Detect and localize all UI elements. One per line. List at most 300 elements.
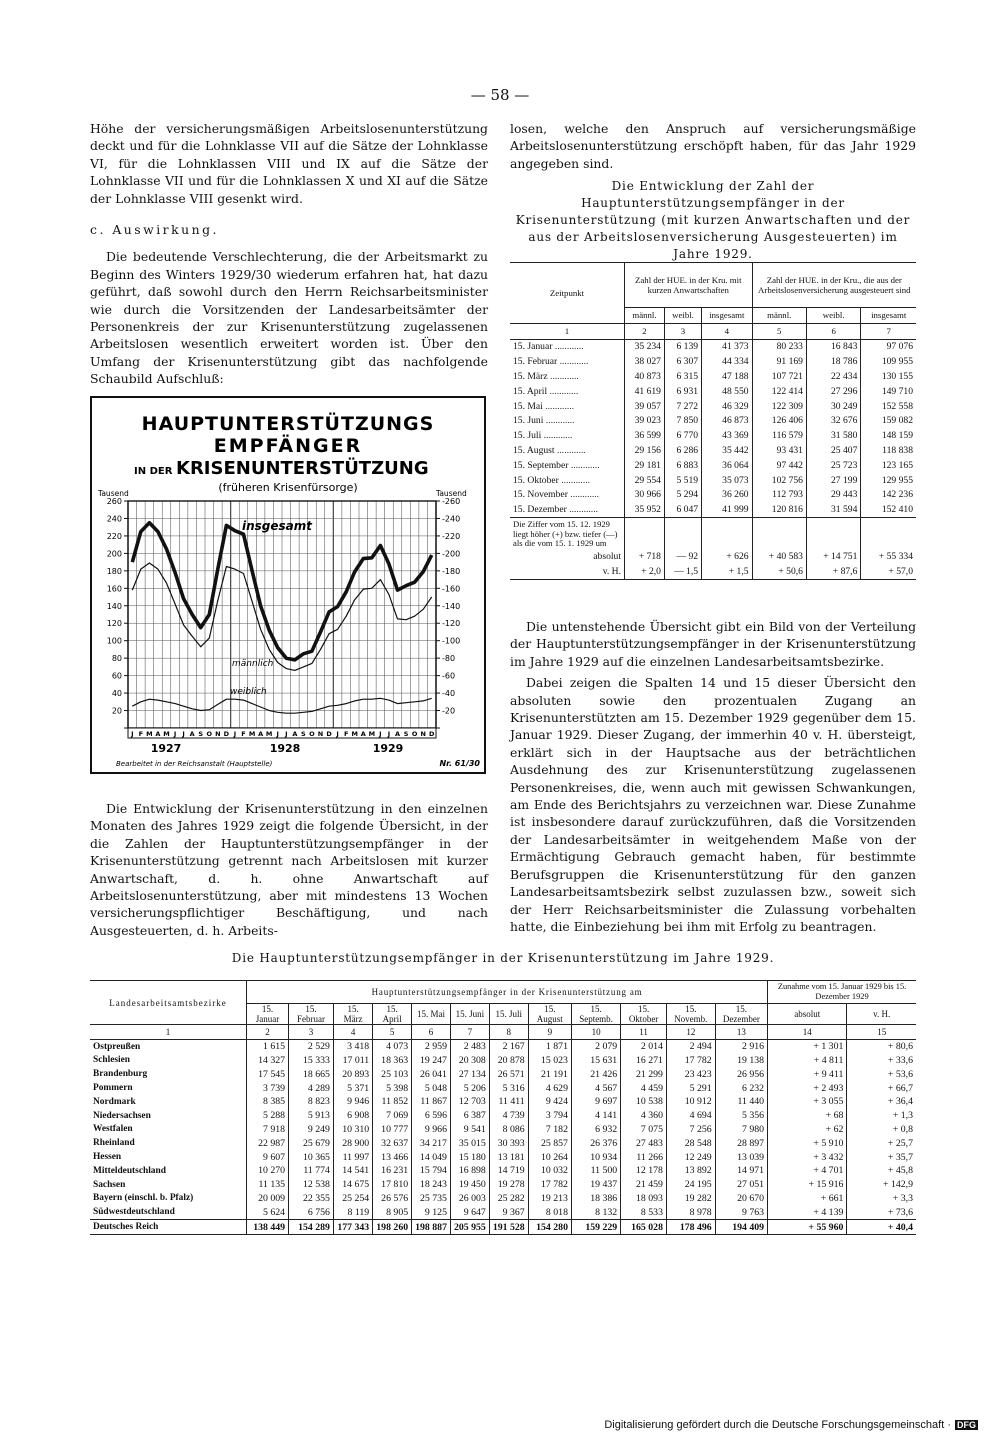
table-cell: + 35,7	[847, 1150, 916, 1164]
y-tick-label-left: 60	[111, 671, 122, 681]
table-row	[90, 1067, 916, 1081]
table-cell: 35 442	[702, 443, 753, 458]
table-cell: + 66,7	[847, 1081, 916, 1095]
table-cell: 10 032	[528, 1164, 571, 1178]
table1-abs-cell: + 718	[625, 549, 665, 564]
table-cell: 5 398	[373, 1081, 412, 1095]
table1-abs-cell: — 92	[664, 549, 701, 564]
table-cell: 152 410	[861, 502, 916, 517]
table1-pct-cell: + 57,0	[861, 564, 916, 579]
table-cell: 4 629	[528, 1081, 571, 1095]
month-label: D	[326, 730, 332, 738]
left-column-bottom	[90, 800, 488, 943]
row-label-text: 15. Oktober	[513, 474, 559, 486]
table-cell: 17 810	[373, 1178, 412, 1192]
y-tick-label-right: -140	[442, 601, 461, 611]
table-cell: 26 571	[489, 1067, 528, 1081]
y-tick-label-left: 260	[106, 497, 122, 506]
table-cell: 16 843	[806, 339, 860, 354]
chart-box	[90, 396, 486, 774]
y-tick-label-left: 80	[111, 654, 122, 664]
table-cell: + 15 916	[768, 1178, 847, 1192]
table2-col-number: 13	[715, 1025, 767, 1040]
table-cell: + 36,4	[847, 1095, 916, 1109]
month-label: A	[360, 730, 366, 738]
table-cell: 21 299	[621, 1067, 667, 1081]
month-label: O	[206, 730, 213, 738]
page-number: — 58 —	[470, 86, 530, 104]
left-column-top	[90, 120, 488, 392]
table-cell: 6 931	[664, 384, 701, 399]
table-cell: + 0,8	[847, 1123, 916, 1137]
table-cell: 10 310	[333, 1123, 372, 1137]
table-cell: 21 459	[621, 1178, 667, 1192]
table-cell: 29 443	[806, 488, 860, 503]
footer-text: Digitalisierung gefördert durch die Deutsche Forschungsgemeinschaft ·	[604, 1419, 951, 1431]
table2-col-number: 1	[165, 1026, 171, 1037]
table1-col-number: 1	[564, 326, 570, 337]
month-label: F	[343, 730, 349, 738]
chart-title-3-big: KRISENUNTERSTÜTZUNG	[176, 458, 429, 479]
table-cell: 17 545	[247, 1067, 289, 1081]
table1-sub-header: weibl.	[806, 308, 860, 324]
table1-note: Die Ziffer vom 15. 12. 1929 liegt höher (+) bzw. tiefer (—) als die vom 15. 1. 1929 um	[513, 519, 618, 549]
table-cell: 5 913	[289, 1109, 334, 1123]
table2-col-number: 9	[528, 1025, 571, 1040]
table-cell: + 68	[768, 1109, 847, 1123]
month-label: M	[265, 730, 273, 738]
total-cell: 154 280	[528, 1220, 571, 1235]
table-row	[510, 399, 916, 414]
table-cell: 17 011	[333, 1054, 372, 1068]
table2-total	[90, 1220, 916, 1235]
table-cell: 6 307	[664, 354, 701, 369]
table-cell: 25 723	[806, 458, 860, 473]
table-cell: + 661	[768, 1192, 847, 1206]
total-cell: 165 028	[621, 1220, 667, 1235]
row-label: 15. Januar ............	[513, 341, 584, 353]
table-cell: + 45,8	[847, 1164, 916, 1178]
row-label: Rheinland	[93, 1138, 135, 1149]
month-label: D	[223, 730, 230, 738]
table-cell: 6 756	[289, 1205, 334, 1219]
table-cell: 27 296	[806, 384, 860, 399]
table1-abs-cell: + 55 334	[861, 549, 916, 564]
chart-title-1: HAUPTUNTERSTÜTZUNGS	[141, 413, 435, 435]
table-row	[510, 443, 916, 458]
month-label: N	[420, 730, 426, 738]
chart-unit-left: Tausend	[98, 489, 129, 498]
row-label: Bayern (einschl. b. Pfalz)	[93, 1193, 194, 1204]
table-cell: 9 424	[528, 1095, 571, 1109]
table2-col-number: 14	[768, 1025, 847, 1040]
table-cell: 9 647	[450, 1205, 489, 1219]
table-cell: 4 459	[621, 1081, 667, 1095]
table-cell: 35 234	[625, 339, 665, 354]
table-cell: 15 794	[412, 1164, 451, 1178]
month-label: J	[233, 730, 237, 738]
table-cell: 80 233	[752, 339, 806, 354]
table-cell: 2 916	[715, 1039, 767, 1053]
table-cell: 4 694	[666, 1109, 715, 1123]
row-label-text: 15. August	[513, 445, 555, 457]
row-label: Hessen	[93, 1152, 122, 1163]
table1-sub-header: männl.	[752, 308, 806, 324]
table-cell: 10 777	[373, 1123, 412, 1137]
paragraph: Höhe der versicherungsmäßigen Arbeitslosenunterstützung deckt und für die Lohnklasse VII auf die Sätze der Lohnklasse VI, für die Lohnklassen VIII und IX auf die Sätze der Lohnklasse VII und für die Lohnklassen X und XI auf die Sätze der Lohnklasse VIII gesenkt wird.	[90, 121, 488, 206]
table-row	[90, 1178, 916, 1192]
table-cell: 5 288	[247, 1109, 289, 1123]
table-row	[90, 1109, 916, 1123]
table-cell: 4 141	[571, 1109, 620, 1123]
table-cell: 10 912	[666, 1095, 715, 1109]
table-cell: 21 426	[571, 1067, 620, 1081]
table-cell: 11 411	[489, 1095, 528, 1109]
table1-header-group2: Zahl der HUE. in der Kru., die aus der Arbeitslosenversicherung ausgesteuert sind	[752, 263, 916, 308]
month-label: J	[276, 730, 279, 738]
table-cell: 15 023	[528, 1054, 571, 1068]
table-cell: 35 073	[702, 473, 753, 488]
table-cell: 20 670	[715, 1192, 767, 1206]
month-label: D	[429, 730, 435, 738]
table-cell: 126 406	[752, 414, 806, 429]
table-cell: 118 838	[861, 443, 916, 458]
table-cell: 14 049	[412, 1150, 451, 1164]
total-cell: 177 343	[333, 1220, 372, 1235]
table-cell: 32 637	[373, 1136, 412, 1150]
row-label: Nordmark	[93, 1096, 136, 1107]
table-cell: + 3,3	[847, 1192, 916, 1206]
month-label: A	[189, 730, 195, 738]
table2-col-number: 6	[412, 1025, 451, 1040]
table1-abs-label: absolut	[593, 550, 621, 562]
table-cell: 142 236	[861, 488, 916, 503]
paragraph: Die untenstehende Übersicht gibt ein Bild von der Verteilung der Hauptunterstützungsempfänger in der Krisenunterstützung im Jahre 1929 auf die einzelnen Landesarbeitsamtsbezirke.	[510, 619, 916, 669]
table-cell: 18 786	[806, 354, 860, 369]
table-row	[510, 339, 916, 354]
row-label: 15. Juli ............	[513, 430, 573, 442]
table-cell: + 2 493	[768, 1081, 847, 1095]
table-cell: 3 739	[247, 1081, 289, 1095]
table-cell: 159 082	[861, 414, 916, 429]
row-label-text: 15. Februar	[513, 356, 558, 368]
table-cell: 9 607	[247, 1150, 289, 1164]
month-label: F	[138, 730, 144, 738]
row-label-text: 15. Juli	[513, 430, 542, 442]
table2-header-bezirk: Landesarbeitsamtsbezirke	[109, 997, 227, 1008]
total-cell: 198 260	[373, 1220, 412, 1235]
table-cell: 28 548	[666, 1136, 715, 1150]
total-cell: 191 528	[489, 1220, 528, 1235]
table-cell: 8 978	[666, 1205, 715, 1219]
table-cell: 25 103	[373, 1067, 412, 1081]
footer	[604, 1419, 978, 1431]
table2-total-row	[90, 1220, 916, 1235]
table-cell: 40 873	[625, 369, 665, 384]
table-cell: + 80,6	[847, 1039, 916, 1053]
table-cell: 9 249	[289, 1123, 334, 1137]
table-cell: 12 178	[621, 1164, 667, 1178]
table-cell: 23 423	[666, 1067, 715, 1081]
total-label: Deutsches Reich	[93, 1222, 159, 1233]
chart-plot-area	[107, 497, 460, 738]
table-cell: + 4 139	[768, 1205, 847, 1219]
label-weiblich: weiblich	[230, 687, 267, 697]
y-tick-label-left: 140	[106, 601, 122, 611]
table-row	[90, 1095, 916, 1109]
month-label: J	[131, 730, 134, 738]
table-cell: + 142,9	[847, 1178, 916, 1192]
table1-wrapper	[510, 262, 916, 580]
table-cell: 41 999	[702, 502, 753, 517]
month-label: O	[309, 730, 315, 738]
y-tick-label-right: -80	[442, 654, 456, 664]
table-cell: 122 309	[752, 399, 806, 414]
table-cell: 1 615	[247, 1039, 289, 1053]
table-cell: 10 934	[571, 1150, 620, 1164]
table1-col-number: 3	[664, 323, 701, 339]
y-tick-label-right: -20	[442, 706, 456, 716]
table-cell: 11 440	[715, 1095, 767, 1109]
table1-pct-cell: — 1,5	[664, 564, 701, 579]
table-cell: 11 135	[247, 1178, 289, 1192]
y-tick-label-right: -240	[442, 514, 461, 524]
label-insgesamt: insgesamt	[242, 519, 313, 533]
table-cell: 5 048	[412, 1081, 451, 1095]
table-cell: + 1 301	[768, 1039, 847, 1053]
row-label: Sachsen	[93, 1179, 126, 1190]
table-cell: 22 434	[806, 369, 860, 384]
table-cell: + 4 811	[768, 1054, 847, 1068]
table1-col-number: 6	[806, 323, 860, 339]
table-cell: 47 188	[702, 369, 753, 384]
total-cell: 159 229	[571, 1220, 620, 1235]
table1-header-zeitpunkt: Zeitpunkt	[549, 287, 585, 298]
table2-month-header: 15. März	[333, 1004, 372, 1025]
table-cell: 8 132	[571, 1205, 620, 1219]
table2-col-number: 5	[373, 1025, 412, 1040]
table-cell: 46 873	[702, 414, 753, 429]
table-cell: 13 181	[489, 1150, 528, 1164]
y-tick-label-left: 20	[111, 706, 122, 716]
table-cell: 29 156	[625, 443, 665, 458]
table2-col-number: 15	[847, 1025, 916, 1040]
table2-month-header: 15. Oktober	[621, 1004, 667, 1025]
month-label: M	[163, 730, 170, 738]
y-tick-label-left: 200	[106, 549, 122, 559]
table-cell: 35 952	[625, 502, 665, 517]
table-cell: 11 774	[289, 1164, 334, 1178]
row-label-text: 15. April	[513, 385, 548, 397]
table-cell: 41 619	[625, 384, 665, 399]
month-label: A	[394, 730, 401, 738]
table-cell: 18 386	[571, 1192, 620, 1206]
paragraph: Die bedeutende Verschlechterung, die der Arbeitsmarkt zu Beginn des Winters 1929/30 wiederum erfahren hat, hat dazu geführt, daß sowohl durch den Herrn Reichsarbeitsminister wie durch die Vorsitzenden der Landesarbeitsämter der Personenkreis der zur Krisenunterstützung zugelassenen Arbeitslosen wesentlich erweitert worden ist. Über den Umfang der Krisenunterstützung gibt das nachfolgende Schaubild Aufschluß:	[90, 249, 488, 387]
table-cell: 15 333	[289, 1054, 334, 1068]
table2-col-number: 10	[571, 1025, 620, 1040]
table-cell: 22 987	[247, 1136, 289, 1150]
table-cell: 11 997	[333, 1150, 372, 1164]
table2-pct-header: v. H.	[847, 1004, 916, 1025]
table2-month-header: 15. Septemb.	[571, 1004, 620, 1025]
table-cell: 14 719	[489, 1164, 528, 1178]
table-cell: 19 282	[666, 1192, 715, 1206]
table-cell: + 5 910	[768, 1136, 847, 1150]
table-cell: 16 898	[450, 1164, 489, 1178]
y-tick-label-left: 160	[106, 584, 122, 594]
table-cell: 149 710	[861, 384, 916, 399]
table-cell: 25 282	[489, 1192, 528, 1206]
table-cell: 19 213	[528, 1192, 571, 1206]
table-cell: 17 782	[528, 1178, 571, 1192]
row-label-text: 15. Dezember	[513, 504, 567, 516]
table2-abs-header: absolut	[768, 1004, 847, 1025]
table-row	[90, 1081, 916, 1095]
month-label: A	[292, 730, 298, 738]
table2-month-header: 15. Januar	[247, 1004, 289, 1025]
section-heading: c. Auswirkung.	[90, 222, 219, 238]
table-cell: 10 264	[528, 1150, 571, 1164]
table-cell: 97 442	[752, 458, 806, 473]
table-cell: 26 041	[412, 1067, 451, 1081]
total-cell: + 40,4	[847, 1220, 916, 1235]
table-cell: 10 538	[621, 1095, 667, 1109]
y-tick-label-left: 180	[106, 566, 122, 576]
paragraph: Die Entwicklung der Krisenunterstützung in den einzelnen Monaten des Jahres 1929 zeigt die folgende Übersicht, in der die Zahlen der Hauptunterstützungsempfänger in der Krisenunterstützung getrennt nach Arbeitslosen mit kurzer Anwartschaft, d. h. ohne Anwartschaft auf Arbeitslosenunterstützung, aber mit mindestens 13 Wochen versicherungspflichtiger Beschäftigung, und nach Ausgesteuerten, d. h. Arbeits-	[90, 801, 488, 938]
table2-col-number: 8	[489, 1025, 528, 1040]
table-cell: 34 217	[412, 1136, 451, 1150]
table-cell: 19 278	[489, 1178, 528, 1192]
table1-caption: Die Entwicklung der Zahl der Hauptunterstützungsempfänger in der Krisenunterstützung (mit kurzen Anwartschaften und der aus der Arbeitslosenversicherung Ausgesteuerten) im Jahre 1929.	[515, 179, 911, 262]
table1-col-number: 2	[625, 323, 665, 339]
table1-summary	[510, 518, 916, 579]
table-cell: 18 665	[289, 1067, 334, 1081]
table-cell: 120 816	[752, 502, 806, 517]
table2-header-zunahme: Zunahme vom 15. Januar 1929 bis 15. Dezember 1929	[768, 981, 916, 1004]
table-cell: 14 541	[333, 1164, 372, 1178]
month-label: J	[285, 730, 288, 738]
table2-month-header: 15. August	[528, 1004, 571, 1025]
table-cell: 30 966	[625, 488, 665, 503]
table-cell: 8 823	[289, 1095, 334, 1109]
table-cell: 8 086	[489, 1123, 528, 1137]
table-cell: 20 878	[489, 1054, 528, 1068]
table-row	[90, 1123, 916, 1137]
table-cell: 30 249	[806, 399, 860, 414]
table-cell: 14 971	[715, 1164, 767, 1178]
table-cell: 11 852	[373, 1095, 412, 1109]
table-cell: 8 018	[528, 1205, 571, 1219]
y-tick-label-right: -40	[442, 689, 456, 699]
table-cell: 2 167	[489, 1039, 528, 1053]
table-cell: 7 850	[664, 414, 701, 429]
table-cell: 4 360	[621, 1109, 667, 1123]
table2-number-row	[90, 1025, 916, 1040]
row-label: 15. Oktober ............	[513, 474, 591, 486]
table-cell: 109 955	[861, 354, 916, 369]
y-tick-label-right: -220	[442, 531, 461, 541]
table2-caption: Die Hauptunterstützungsempfänger in der Krisenunterstützung im Jahre 1929.	[231, 951, 775, 965]
month-label: O	[411, 730, 418, 738]
table-cell: 20 893	[333, 1067, 372, 1081]
y-tick-label-right: -260	[442, 497, 461, 506]
row-label-text: 15. November	[513, 489, 568, 501]
table-cell: + 4 701	[768, 1164, 847, 1178]
month-label: S	[403, 730, 409, 738]
table-row	[90, 1164, 916, 1178]
y-tick-label-right: -180	[442, 566, 461, 576]
table-cell: 112 793	[752, 488, 806, 503]
table-cell: 4 567	[571, 1081, 620, 1095]
total-cell: 205 955	[450, 1220, 489, 1235]
table-cell: 7 075	[621, 1123, 667, 1137]
table1-col-number: 5	[752, 323, 806, 339]
table2-header-group: Hauptunterstützungsempfänger in der Krisenunterstützung am	[247, 981, 768, 1004]
table-cell: 6 883	[664, 458, 701, 473]
table-cell: 7 272	[664, 399, 701, 414]
table-cell: 129 955	[861, 473, 916, 488]
table-cell: 10 270	[247, 1164, 289, 1178]
table-cell: 2 014	[621, 1039, 667, 1053]
table-cell: 8 385	[247, 1095, 289, 1109]
y-tick-label-right: -100	[442, 636, 461, 646]
table-cell: + 62	[768, 1123, 847, 1137]
month-label: J	[336, 730, 339, 738]
table2-col-number: 4	[333, 1025, 372, 1040]
table-cell: 6 932	[571, 1123, 620, 1137]
table-cell: 5 519	[664, 473, 701, 488]
row-label: Pommern	[93, 1083, 133, 1094]
table-cell: 26 003	[450, 1192, 489, 1206]
table-cell: 130 155	[861, 369, 916, 384]
table-cell: 6 047	[664, 502, 701, 517]
table-cell: 9 367	[489, 1205, 528, 1219]
table-cell: 5 294	[664, 488, 701, 503]
chart-title-2: EMPFÄNGER	[213, 435, 363, 457]
table-row	[510, 458, 916, 473]
row-label: 15. Februar ............	[513, 356, 589, 368]
table-cell: 14 675	[333, 1178, 372, 1192]
table-cell: 8 905	[373, 1205, 412, 1219]
table-cell: 25 857	[528, 1136, 571, 1150]
table1-col-number: 4	[702, 323, 753, 339]
row-label-text: 15. September	[513, 459, 569, 471]
table-cell: 20 009	[247, 1192, 289, 1206]
row-label: Niedersachsen	[93, 1110, 151, 1121]
table-cell: 7 918	[247, 1123, 289, 1137]
table-cell: 9 966	[412, 1123, 451, 1137]
total-cell: 178 496	[666, 1220, 715, 1235]
table-cell: 28 897	[715, 1136, 767, 1150]
month-label: J	[387, 730, 391, 738]
table-cell: 9 763	[715, 1205, 767, 1219]
table-cell: 5 291	[666, 1081, 715, 1095]
table-cell: 7 980	[715, 1123, 767, 1137]
month-label: M	[146, 730, 153, 738]
label-maennlich: männlich	[232, 659, 274, 669]
y-tick-label-left: 220	[106, 531, 122, 541]
total-cell: 194 409	[715, 1220, 767, 1235]
table1-sub-header: männl.	[625, 308, 665, 324]
table2-col-number: 7	[450, 1025, 489, 1040]
table-cell: 97 076	[861, 339, 916, 354]
table-cell: 22 355	[289, 1192, 334, 1206]
month-label: J	[173, 730, 177, 738]
table-row	[510, 488, 916, 503]
table-cell: 9 125	[412, 1205, 451, 1219]
row-label: 15. August ............	[513, 445, 586, 457]
row-label-text: 15. Januar	[513, 341, 553, 353]
